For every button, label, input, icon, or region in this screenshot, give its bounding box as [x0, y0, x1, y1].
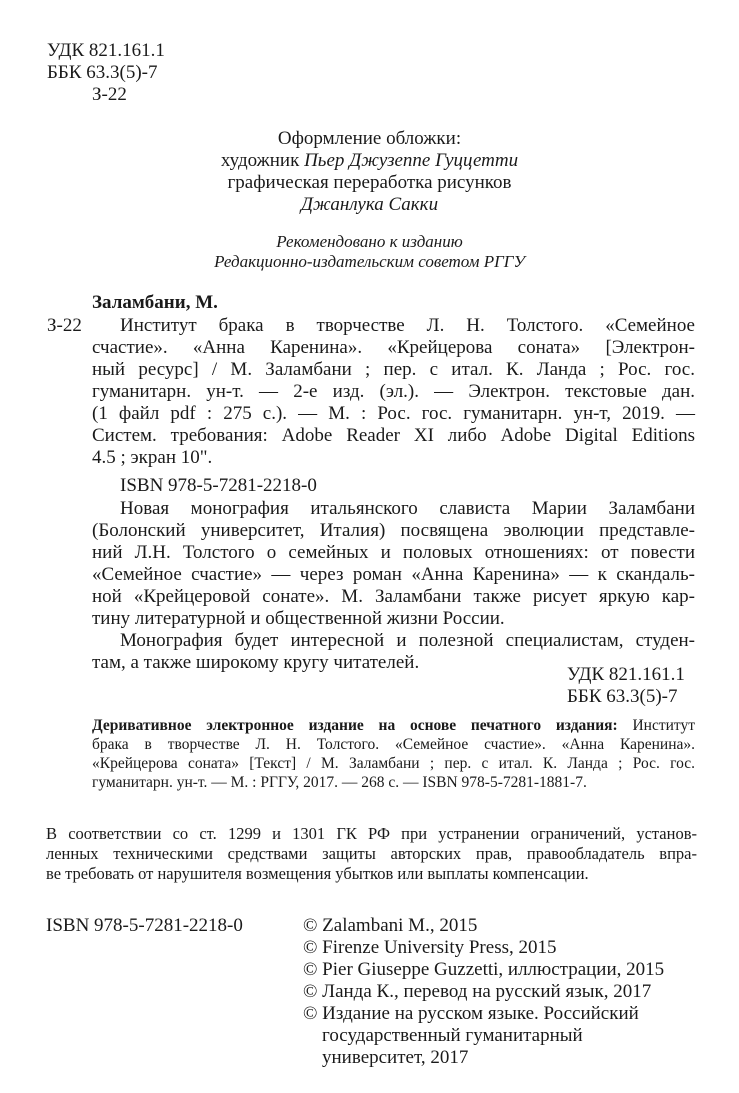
recommendation-line-2: Редакционно-издательским советом РГГУ [214, 252, 525, 271]
cover-credits [100, 128, 639, 216]
catalog-line: Институт брака в творчестве Л. Н. Толстого. «Семейное [120, 315, 695, 336]
artist-label: художник [220, 150, 305, 171]
derivative-note [92, 716, 695, 792]
catalog-line: (1 файл pdf : 275 с.). — М. : Рос. гос. гуманитарн. ун-т, 2019. — [92, 403, 695, 424]
classification-block [47, 40, 247, 106]
footer-isbn: ISBN 978-5-7281-2218-0 [46, 915, 243, 936]
udk-code-bottom: УДК 821.161.1 [567, 664, 685, 685]
annotation-p2-last: там, а также широкому кругу читателей. [92, 652, 420, 673]
catalog-line: гуманитарн. ун-т. — 2-е изд. (эл.). — Электрон. текстовые дан. [92, 381, 695, 402]
catalog-author: Заламбани, М. [92, 292, 218, 313]
annotation-codes [567, 664, 697, 708]
derivative-line-last: гуманитарн. ун-т. — М. : РГГУ, 2017. — 268 с. — ISBN 978-5-7281-1881-7. [92, 774, 587, 791]
artist-name: Пьер Джузеппе Гуццетти [304, 150, 519, 171]
copyright-item: © Firenze University Press, 2015 [303, 937, 557, 958]
bbk-code-bottom: ББК 63.3(5)-7 [567, 686, 678, 707]
copyright-notice-last: ве требовать от нарушителя возмещения убытков или выплаты компенсации. [46, 864, 589, 883]
derivative-bold-lead: Деривативное электронное издание на основе печатного издания: [92, 717, 618, 734]
annotation [92, 498, 695, 674]
cover-artist-line [100, 150, 639, 172]
annotation-p2-line: Монография будет интересной и полезной специалистам, студен- [120, 630, 695, 651]
annotation-line: Новая монография итальянского слависта Марии Заламбани [120, 498, 695, 519]
copyright-notice-line: В соответствии со ст. 1299 и 1301 ГК РФ при устранении ограничений, установ- [46, 824, 697, 843]
udk-code: УДК 821.161.1 [47, 40, 165, 61]
copyright-item-continuation: университет, 2017 [322, 1047, 469, 1068]
copyright-notice [46, 824, 697, 884]
copyright-item: © Zalambani M., 2015 [303, 915, 478, 936]
author-sign: З-22 [92, 84, 127, 105]
bbk-code: ББК 63.3(5)-7 [47, 62, 158, 83]
recommendation-line-1: Рекомендовано к изданию [276, 232, 463, 251]
derivative-line: брака в творчестве Л. Н. Толстого. «Семейное счастие». «Анна Каренина». [92, 736, 695, 753]
catalog-line: Систем. требования: Adobe Reader XI либо Adobe Digital Editions [92, 425, 695, 446]
annotation-line: ний Л.Н. Толстого о семейных и половых отношениях: от повести [92, 542, 695, 563]
copyright-item: © Ланда К., перевод на русский язык, 2017 [303, 981, 652, 1002]
copyright-item: © Pier Giuseppe Guzzetti, иллюстрации, 2015 [303, 959, 665, 980]
copyright-notice-line: ленных техническими средствами защиты авторских прав, правообладатель впра- [46, 844, 697, 863]
derivative-first-line [92, 716, 695, 735]
copyright-list [303, 915, 703, 1069]
catalog-line-last: 4.5 ; экран 10". [92, 447, 213, 468]
annotation-line: (Болонский университет, Италия) посвящена эволюции представле- [92, 520, 695, 541]
catalog-line: счастие». «Анна Каренина». «Крейцерова соната» [Электрон- [92, 337, 695, 358]
derivative-line: «Крейцерова соната» [Текст] / М. Заламбани ; пер. с итал. К. Ланда ; Рос. гос. [92, 755, 695, 772]
cover-rework-name: Джанлука Сакки [300, 194, 439, 215]
recommendation [100, 232, 639, 272]
catalog-isbn: ISBN 978-5-7281-2218-0 [120, 475, 317, 496]
catalog-description [92, 315, 695, 469]
annotation-line: «Семейное счастие» — через роман «Анна Каренина» — к скандаль- [92, 564, 695, 585]
catalog-line: ный ресурс] / М. Заламбани ; пер. с итал. К. Ланда ; Рос. гос. [92, 359, 695, 380]
derivative-first-tail: Институт [617, 717, 695, 734]
cover-rework-line: графическая переработка рисунков [227, 172, 512, 193]
catalog-sign: З-22 [47, 315, 82, 336]
copyright-item-continuation: государственный гуманитарный [322, 1025, 583, 1046]
copyright-item: © Издание на русском языке. Российский [303, 1003, 639, 1024]
annotation-line-last: тину литературной и общественной жизни России. [92, 608, 505, 629]
cover-credits-heading: Оформление обложки: [277, 128, 462, 149]
annotation-line: ной «Крейцеровой сонате». М. Заламбани также рисует яркую кар- [92, 586, 695, 607]
